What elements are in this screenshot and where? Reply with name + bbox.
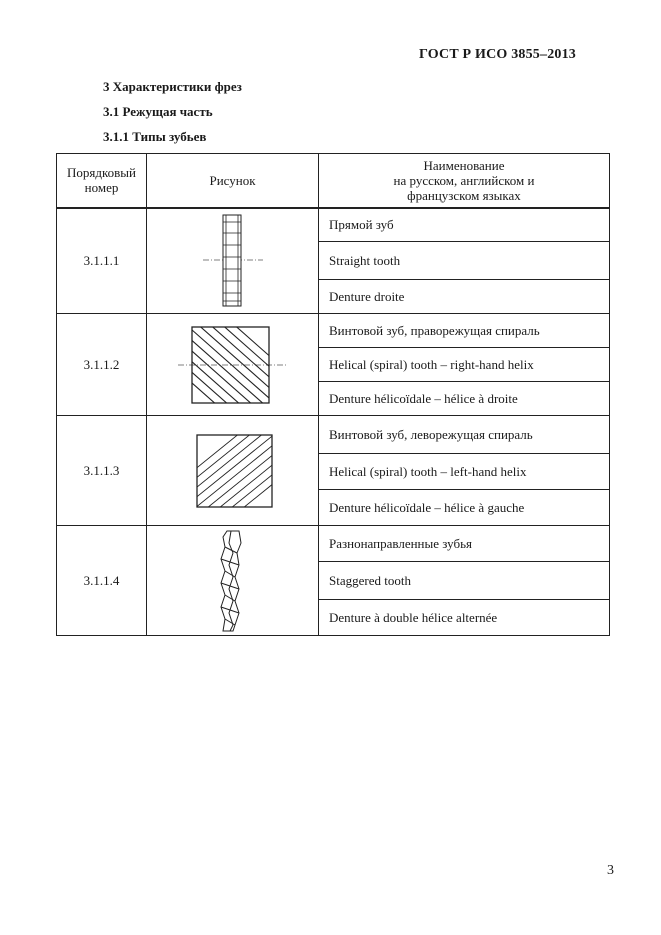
straight-tooth-figure-icon <box>203 213 263 309</box>
row-number: 3.1.1.3 <box>57 416 147 526</box>
term-ru: Винтовой зуб, леворежущая спираль <box>319 416 610 454</box>
figure-cell <box>147 526 319 636</box>
term-fr: Denture droite <box>319 280 610 314</box>
term-en: Staggered tooth <box>319 562 610 600</box>
left-hand-helix-figure-icon <box>178 430 288 512</box>
table-row <box>57 208 610 242</box>
row-number: 3.1.1.4 <box>57 526 147 636</box>
column-header-name <box>319 154 610 208</box>
row-number: 3.1.1.1 <box>57 208 147 314</box>
column-header-figure: Рисунок <box>147 154 319 208</box>
column-header-name-line-2: на русском, английском и <box>393 172 535 188</box>
table-row <box>57 526 610 562</box>
subsection-heading: 3.1 Режущая часть <box>103 104 213 119</box>
term-fr: Denture à double hélice alternée <box>319 600 610 636</box>
right-hand-helix-figure-icon <box>178 324 288 406</box>
term-ru: Разнонаправленные зубья <box>319 526 610 562</box>
figure-cell <box>147 208 319 314</box>
column-header-number <box>57 154 147 208</box>
staggered-tooth-figure-icon <box>203 529 263 633</box>
term-en: Helical (spiral) tooth – left-hand helix <box>319 454 610 490</box>
term-fr: Denture hélicoïdale – hélice à droite <box>319 382 610 416</box>
column-header-number-label: Порядковый номер <box>67 165 136 196</box>
document-standard-header: ГОСТ Р ИСО 3855–2013 <box>418 47 576 62</box>
tooth-types-table <box>56 153 610 636</box>
figure-cell <box>147 314 319 416</box>
table-row <box>57 314 610 348</box>
row-number: 3.1.1.2 <box>57 314 147 416</box>
section-heading: 3 Характеристики фрез <box>103 79 242 94</box>
table-header-row <box>57 154 610 208</box>
column-header-name-line-1: Наименование <box>423 157 505 173</box>
term-en: Straight tooth <box>319 242 610 280</box>
term-fr: Denture hélicoïdale – hélice à gauche <box>319 490 610 526</box>
term-en: Helical (spiral) tooth – right-hand helix <box>319 348 610 382</box>
page-number: 3 <box>607 863 614 878</box>
term-ru: Прямой зуб <box>319 208 610 242</box>
figure-cell <box>147 416 319 526</box>
column-header-name-line-3: французском языках <box>407 187 521 203</box>
subsubsection-heading: 3.1.1 Типы зубьев <box>103 129 207 144</box>
term-ru: Винтовой зуб, праворежущая спираль <box>319 314 610 348</box>
table-row <box>57 416 610 454</box>
